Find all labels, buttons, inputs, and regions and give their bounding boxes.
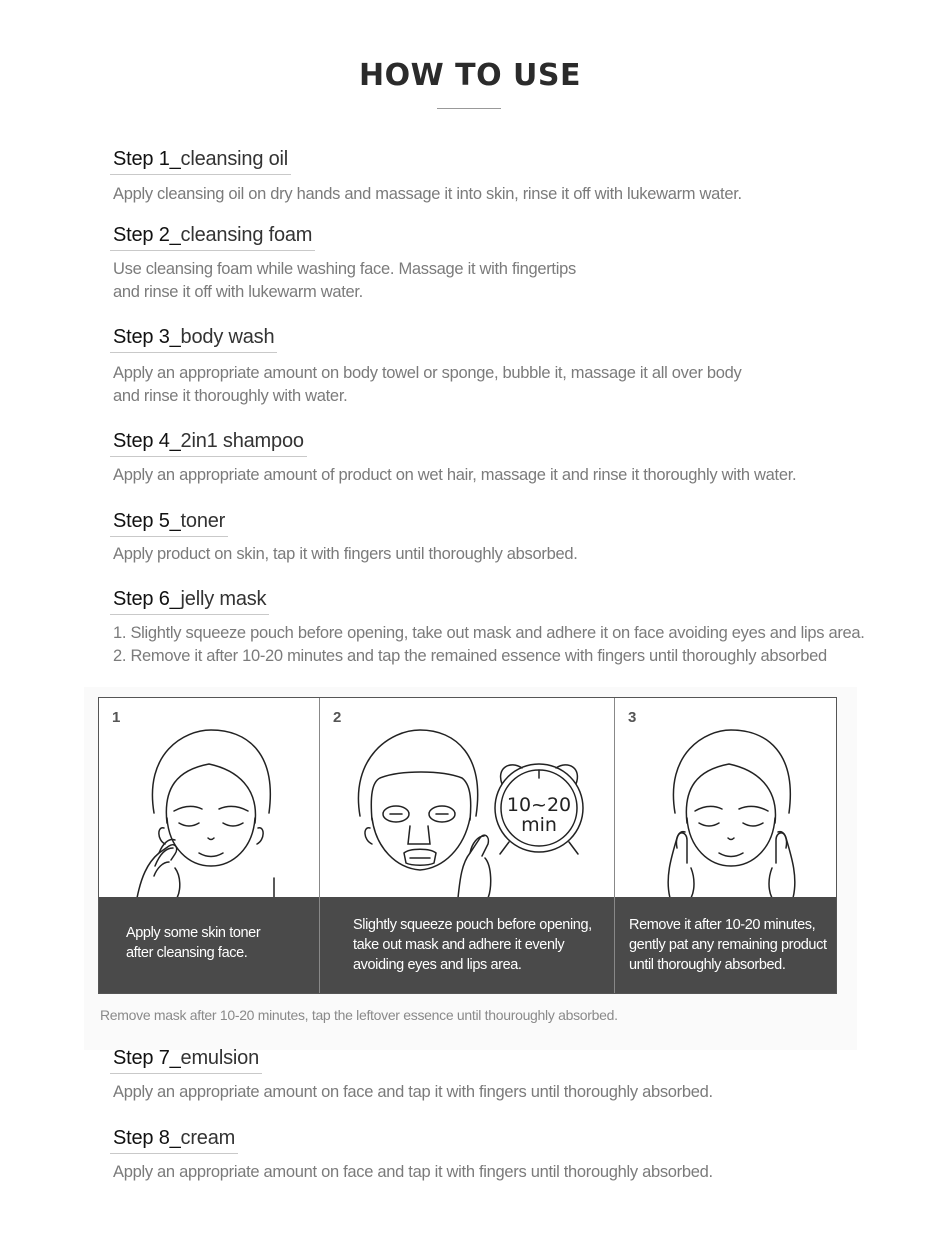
timer-label: 10~20 (506, 794, 572, 816)
step-description: Apply an appropriate amount on face and tap it with fingers until thoroughly absorbed. (113, 1083, 713, 1101)
panel-number: 1 (112, 709, 121, 726)
panel-caption: Slightly squeeze pouch before opening, take out mask and adhere it evenly avoiding eyes and lips area. (320, 897, 614, 993)
step-name: emulsion (180, 1047, 259, 1069)
step-description: Apply cleansing oil on dry hands and massage it into skin, rinse it off with lukewarm water. (113, 185, 742, 203)
step-heading (110, 510, 228, 537)
step-heading (110, 588, 269, 615)
mask-instruction-panels (98, 697, 837, 994)
panel-number: 3 (628, 709, 637, 726)
step-number: Step 3_ (113, 326, 181, 348)
step-description: Apply an appropriate amount of product on wet hair, massage it and rinse it thoroughly with water. (113, 466, 797, 484)
step-number: Step 2_ (113, 224, 181, 246)
step-number: Step 1_ (113, 148, 181, 170)
step-name: body wash (180, 326, 275, 348)
title-divider (437, 108, 501, 109)
step-heading (110, 224, 315, 251)
step-name: jelly mask (180, 588, 267, 610)
panel-caption: Remove it after 10-20 minutes, gently pat any remaining product until thoroughly absorbed. (615, 897, 836, 993)
panel-caption: Apply some skin toner after cleansing face. (99, 897, 319, 993)
step-description: 1. Slightly squeeze pouch before opening, take out mask and adhere it on face avoiding eyes and lips area. 2. Remove it after 10-20 minutes and tap the remained essence with fingers until thoroughly absorbed (113, 624, 865, 665)
step-name: toner (180, 510, 226, 532)
step-number: Step 7_ (113, 1047, 181, 1069)
panel-number: 2 (333, 709, 342, 726)
step-description: Apply an appropriate amount on face and tap it with fingers until thoroughly absorbed. (113, 1163, 713, 1181)
step-name: cleansing foam (180, 224, 313, 246)
step-heading (110, 430, 307, 457)
step-description: Apply product on skin, tap it with fingers until thoroughly absorbed. (113, 545, 578, 563)
step-name: 2in1 shampoo (180, 430, 304, 452)
step-description: Apply an appropriate amount on body towel or sponge, bubble it, massage it all over body and rinse it thoroughly with water. (113, 364, 742, 405)
step-number: Step 4_ (113, 430, 181, 452)
step-heading (110, 1127, 238, 1154)
step-heading (110, 148, 291, 175)
step-number: Step 5_ (113, 510, 181, 532)
panel-3 (615, 698, 836, 993)
step-heading (110, 326, 277, 353)
timer-unit: min (521, 814, 557, 836)
panel-2 (320, 698, 614, 993)
face-pat-illustration (615, 698, 836, 898)
panel-1 (99, 698, 319, 993)
step-name: cream (180, 1127, 236, 1149)
page-title: HOW TO USE (358, 58, 582, 93)
step-number: Step 8_ (113, 1127, 181, 1149)
illustration-note: Remove mask after 10-20 minutes, tap the leftover essence until thouroughly absorbed. (100, 1007, 618, 1023)
step-number: Step 6_ (113, 588, 181, 610)
step-description: Use cleansing foam while washing face. Massage it with fingertips and rinse it off with lukewarm water. (113, 260, 576, 301)
face-toner-illustration (99, 698, 319, 898)
step-heading (110, 1047, 262, 1074)
step-name: cleansing oil (180, 148, 289, 170)
